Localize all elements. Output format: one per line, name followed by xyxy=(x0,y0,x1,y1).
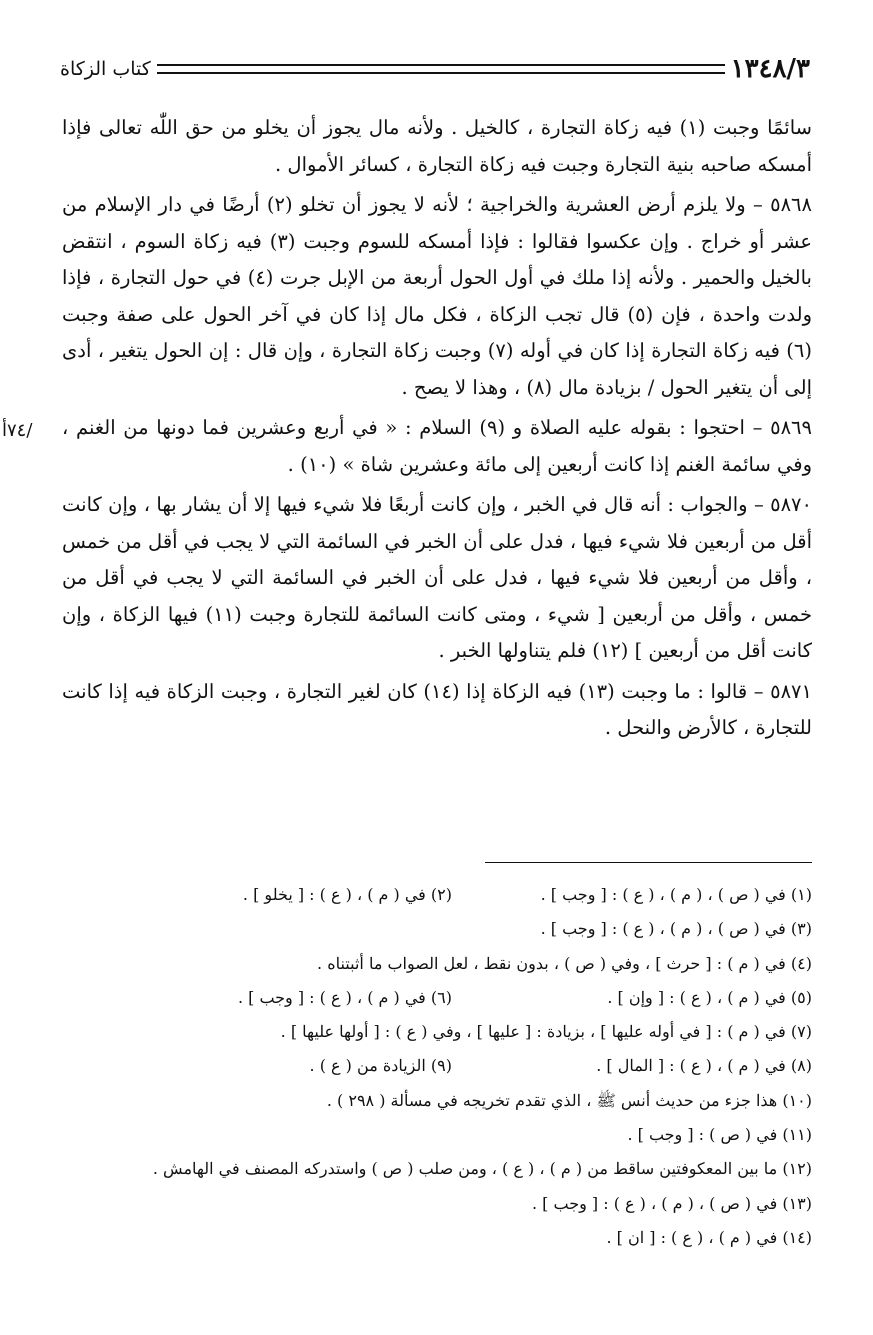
footnote: (١٠) هذا جزء من حديث أنس ﷺ ، الذي تقدم تخريجه في مسألة ( ٢٩٨ ) . xyxy=(326,1090,812,1110)
footnote: (٧) في ( م ) : [ في أوله عليها ] ، بزيادة : [ عليها ] ، وفي ( ع ) : [ أولها عليها ] . xyxy=(280,1022,812,1042)
paragraph: ٥٨٧١ – قالوا : ما وجبت (١٣) فيه الزكاة إذا (١٤) كان لغير التجارة ، وجبت الزكاة فيه إذا كانت للتجارة ، كالأرض والنحل . xyxy=(62,679,812,739)
footnote-row xyxy=(62,947,812,981)
footnotes xyxy=(62,878,812,1255)
footnote-row xyxy=(62,1221,812,1255)
footnote-row xyxy=(62,981,812,1015)
footnote: (١٣) في ( ص ) ، ( م ) ، ( ع ) : [ وجب ] . xyxy=(532,1193,812,1213)
footnote-row xyxy=(62,1015,812,1049)
footnote: (٨) في ( م ) ، ( ع ) : [ المال ] . xyxy=(596,1056,812,1076)
page-number: ١٣٤٨/٣ xyxy=(730,54,810,84)
footnote: (١) في ( ص ) ، ( م ) ، ( ع ) : [ وجب ] . xyxy=(540,885,812,904)
footnote: (٤) في ( م ) : [ حرث ] ، وفي ( ص ) ، بدون نقط ، لعل الصواب ما أثبتناه . xyxy=(317,953,812,973)
manuscript-folio-marker: /٧٤أ xyxy=(2,420,33,441)
footnote: (٢) في ( م ) ، ( ع ) : [ يخلو ] . xyxy=(242,885,452,904)
main-text xyxy=(62,110,812,751)
paragraph: ٥٨٧٠ – والجواب : أنه قال في الخبر ، وإن كانت أربعًا فلا شيء فيها إلا أن يشار بها ، وإن كانت أقل من أربعين فلا شيء فيها ، فدل على أن الخبر في السائمة التي لا يجب في أقل من خمس ، وأقل من أربعين فلا شيء فيها ، فدل على أن الخبر في السائمة التي لا يجب في أقل من خمس ، وأقل من أربعين [ شيء ، ومتى كانت السائمة للتجارة وجبت (١١) فيها الزكاة ، وإن كانت أقل من أربعين ] (١٢) فلم يتناولها الخبر . xyxy=(62,493,812,662)
paragraph: سائمًا وجبت (١) فيه زكاة التجارة ، كالخيل . ولأنه مال يجوز أن يخلو من حق اللّٰه تعالى فإذا أمسكه صاحبه بنية التجارة وجبت فيه زكاة التجارة ، كسائر الأموال . xyxy=(62,116,812,176)
footnote: (٣) في ( ص ) ، ( م ) ، ( ع ) : [ وجب ] . xyxy=(540,919,812,939)
footnote-row xyxy=(62,912,812,946)
header-rule xyxy=(157,64,725,74)
footnote: (١١) في ( ص ) : [ وجب ] . xyxy=(627,1125,812,1145)
footnote-separator xyxy=(485,862,812,863)
footnote-row xyxy=(62,1118,812,1152)
footnote: (١٤) في ( م ) ، ( ع ) : [ ان ] . xyxy=(606,1227,812,1247)
footnote-row xyxy=(62,878,812,912)
footnote-row xyxy=(62,1084,812,1118)
footnote: (٥) في ( م ) ، ( ع ) : [ وإن ] . xyxy=(607,987,812,1007)
footnote-row xyxy=(62,1187,812,1221)
footnote-row xyxy=(62,1152,812,1186)
footnote: (١٢) ما بين المعكوفتين ساقط من ( م ) ، ( ع ) ، ومن صلب ( ص ) واستدركه المصنف في الهامش . xyxy=(152,1159,812,1179)
footnote: (٦) في ( م ) ، ( ع ) : [ وجب ] . xyxy=(237,987,452,1007)
book-title: كتاب الزكاة xyxy=(60,58,151,80)
footnote: (٩) الزيادة من ( ع ) . xyxy=(309,1056,452,1076)
footnote-row xyxy=(62,1049,812,1083)
paragraph: ٥٨٦٨ – ولا يلزم أرض العشرية والخراجية ؛ لأنه لا يجوز أن تخلو (٢) أرضًا في دار الإسلام من عشر أو خراج . وإن عكسوا فقالوا : فإذا أمسكه للسوم وجبت (٣) فيه زكاة السوم ، انتقض بالخيل والحمير . ولأنه إذا ملك في أول الحول أربعة من الإبل جرت (٤) في حول التجارة ، فإذا ولدت واحدة ، فإن (٥) قال تجب الزكاة ، فكل مال إذا كان في آخر الحول على صفة وجبت (٦) فيه زكاة التجارة إذا كان في أوله (٧) وجبت زكاة التجارة ، وإن قال : إن الحول يتغير ، أدى إلى أن يتغير الحول / بزيادة مال (٨) ، وهذا لا يصح . xyxy=(62,193,813,399)
paragraph: ٥٨٦٩ – احتجوا : بقوله عليه الصلاة و (٩) السلام : « في أربع وعشرين فما دونها من الغنم ، وفي سائمة الغنم إذا كانت أربعين إلى مائة وعشرين شاة » (١٠) . xyxy=(62,416,813,476)
running-header xyxy=(60,52,810,86)
